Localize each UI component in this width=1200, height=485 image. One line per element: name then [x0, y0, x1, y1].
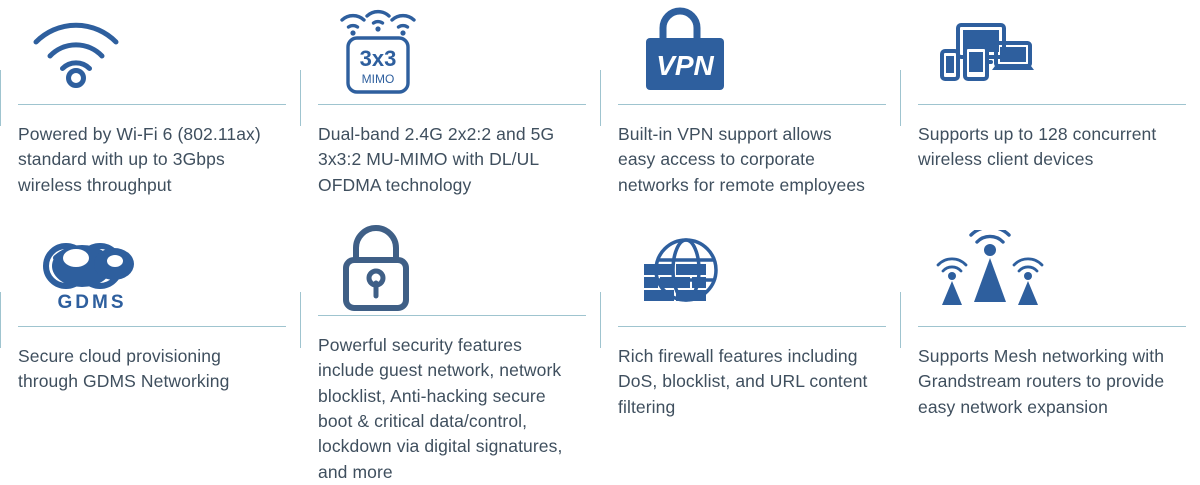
card-left-rule	[600, 70, 601, 126]
feature-description: Dual-band 2.4G 2x2:2 and 5G 3x3:2 MU-MIMO with DL/UL OFDMA technology	[318, 124, 555, 195]
card-left-rule	[900, 70, 901, 126]
feature-description: Built-in VPN support allows easy access to corporate networks for remote employees	[618, 124, 866, 195]
padlock-icon	[318, 222, 586, 315]
multi-devices-icon	[918, 0, 1186, 104]
feature-card-vpn	[600, 0, 900, 222]
vpn-label: VPN	[656, 50, 714, 81]
gdms-cloud-icon	[18, 222, 286, 326]
feature-description: Secure cloud provisioning through GDMS Networking	[18, 346, 230, 392]
mesh-network-icon	[918, 222, 1186, 326]
card-left-rule	[0, 70, 1, 126]
gdms-label: GDMS	[57, 292, 127, 313]
card-left-rule	[300, 292, 301, 348]
feature-card-wifi	[0, 0, 300, 222]
feature-card-mimo	[300, 0, 600, 222]
card-left-rule	[900, 292, 901, 348]
feature-description: Powered by Wi-Fi 6 (802.11ax) standard with up to 3Gbps wireless throughput	[18, 124, 261, 195]
wifi-icon	[18, 0, 286, 104]
feature-description: Rich firewall features including DoS, blocklist, and URL content filtering	[618, 346, 868, 417]
feature-card-firewall	[600, 222, 900, 485]
firewall-globe-icon	[618, 222, 886, 326]
mimo-3x3-icon	[318, 0, 586, 104]
feature-card-security	[300, 222, 600, 485]
feature-card-mesh	[900, 222, 1200, 485]
feature-description: Supports Mesh networking with Grandstream routers to provide easy network expansion	[918, 346, 1165, 417]
feature-description: Supports up to 128 concurrent wireless client devices	[918, 124, 1157, 170]
mimo-primary-label: 3x3	[359, 46, 397, 71]
feature-card-gdms	[0, 222, 300, 485]
vpn-lock-icon	[618, 0, 886, 104]
card-left-rule	[300, 70, 301, 126]
feature-card-clients	[900, 0, 1200, 222]
feature-description: Powerful security features include guest network, network blocklist, Anti-hacking secure boot & critical data/control, lockdown via digital signatures, and more	[318, 334, 563, 482]
mimo-secondary-label: MIMO	[361, 72, 395, 86]
card-left-rule	[600, 292, 601, 348]
card-left-rule	[0, 292, 1, 348]
